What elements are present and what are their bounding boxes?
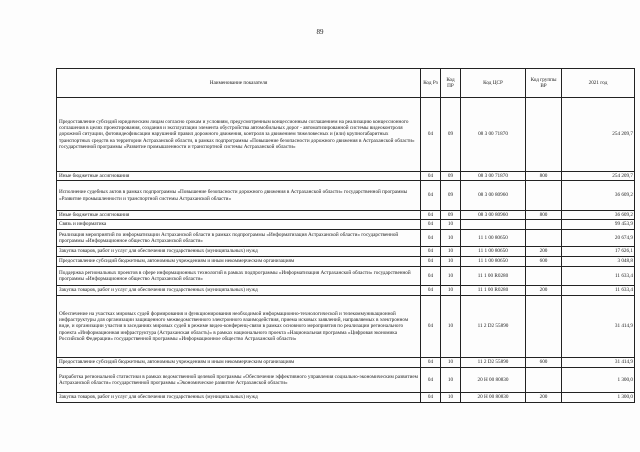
row-csr: 20 Н 00 80830 — [461, 393, 526, 403]
row-name: Закупка товаров, работ и услуг для обеспечения государственных (муниципальных) нужд — [57, 286, 421, 296]
row-vr — [526, 230, 562, 247]
row-sum: 17 626,1 — [562, 247, 635, 257]
row-vr: 200 — [526, 247, 562, 257]
row-name: Иные бюджетные ассигнования — [57, 211, 421, 220]
table-row — [57, 230, 635, 247]
row-name: Закупка товаров, работ и услуг для обеспечения государственных (муниципальных) нужд — [57, 393, 421, 403]
row-sum: 99 453,9 — [562, 220, 635, 230]
row-csr: 08 3 00 71870 — [461, 98, 526, 172]
row-name: Исполнение судебных актов в рамках подпрограммы «Повышение безопасности дорожного движения в Астраханской области» государственной программы «Развитие промышленности и транспортной системы Астраханской области» — [57, 181, 421, 211]
table-row — [57, 257, 635, 267]
table-row — [57, 267, 635, 286]
row-name: Предоставление субсидий бюджетным, автономным учреждениям и иным некоммерческим организациям — [57, 358, 421, 368]
row-rz: 04 — [421, 393, 441, 403]
row-rz: 04 — [421, 257, 441, 267]
row-sum: 254 209,7 — [562, 172, 635, 181]
row-vr — [526, 368, 562, 393]
table-row — [57, 358, 635, 368]
row-rz: 04 — [421, 98, 441, 172]
row-csr: 11 2 D2 55890 — [461, 296, 526, 358]
table-row — [57, 286, 635, 296]
row-rz: 04 — [421, 181, 441, 211]
row-rz: 04 — [421, 211, 441, 220]
header-vr: Код группы ВР — [526, 69, 562, 98]
header-name: Наименование показателя — [57, 69, 421, 98]
row-vr — [526, 267, 562, 286]
row-pr: 10 — [441, 296, 461, 358]
row-sum: 31 414,9 — [562, 296, 635, 358]
row-vr — [526, 220, 562, 230]
row-rz: 04 — [421, 172, 441, 181]
row-pr: 10 — [441, 230, 461, 247]
row-pr: 10 — [441, 247, 461, 257]
row-vr: 800 — [526, 211, 562, 220]
row-rz: 04 — [421, 267, 441, 286]
row-sum: 20 674,9 — [562, 230, 635, 247]
row-name: Предоставление субсидий юридическим лицам согласно срокам и условиям, предусмотренным концессионным соглашением на реализацию концессионного соглашения в целях проектирования, создания и эксплуатации элемента обустройства автомобильных дорог - автоматизированной системы видеоконтроля дорожной ситуации, фотовидеофиксации нарушений правил дорожного движения, контроля за движением тяжеловесных и (или) крупногабаритных транспортных средств на территории Астраханской области, в рамках подпрограммы «Повышение безопасности дорожного движения в Астраханской области» государственной программы «Развитие промышленности и транспортной системы Астраханской области» — [57, 98, 421, 172]
row-csr: 11 1 00 80650 — [461, 257, 526, 267]
row-pr: 10 — [441, 267, 461, 286]
row-name: Реализация мероприятий по информатизации Астраханской области в рамках подпрограммы «Информатизация Астраханской области» государственной программы «Информационное общество Астраханской области» — [57, 230, 421, 247]
table-row — [57, 296, 635, 358]
row-pr: 10 — [441, 286, 461, 296]
table-row — [57, 247, 635, 257]
row-rz: 04 — [421, 358, 441, 368]
row-sum: 1 300,0 — [562, 368, 635, 393]
table-row — [57, 220, 635, 230]
row-pr: 10 — [441, 358, 461, 368]
row-sum: 11 633,4 — [562, 267, 635, 286]
row-pr: 09 — [441, 98, 461, 172]
row-pr: 10 — [441, 257, 461, 267]
row-sum: 1 300,0 — [562, 393, 635, 403]
header-csr: Код ЦСР — [461, 69, 526, 98]
page-number: 89 — [316, 28, 324, 36]
table-row — [57, 393, 635, 403]
row-csr — [461, 220, 526, 230]
row-csr: 11 1 00 R0280 — [461, 267, 526, 286]
row-vr: 800 — [526, 172, 562, 181]
row-csr: 11 1 00 R0280 — [461, 286, 526, 296]
row-sum: 254 209,7 — [562, 98, 635, 172]
row-rz: 04 — [421, 247, 441, 257]
row-name: Разработка региональной статистики в рамках ведомственной целевой программы «Обеспечение эффективного управления социально-экономическим развитием Астраханской области» государственной программы «Экономическое развитие Астраханской области» — [57, 368, 421, 393]
row-csr: 20 Н 00 80830 — [461, 368, 526, 393]
budget-table — [56, 68, 635, 403]
row-rz: 04 — [421, 220, 441, 230]
row-csr: 11 1 00 80650 — [461, 247, 526, 257]
row-csr: 11 2 D2 55890 — [461, 358, 526, 368]
row-csr: 08 3 00 71870 — [461, 172, 526, 181]
row-pr: 10 — [441, 393, 461, 403]
row-name: Закупка товаров, работ и услуг для обеспечения государственных (муниципальных) нужд — [57, 247, 421, 257]
row-pr: 09 — [441, 172, 461, 181]
row-vr: 200 — [526, 286, 562, 296]
row-name: Связь и информатика — [57, 220, 421, 230]
table-row — [57, 211, 635, 220]
row-csr: 08 3 00 80960 — [461, 181, 526, 211]
row-vr: 200 — [526, 393, 562, 403]
row-rz: 04 — [421, 230, 441, 247]
row-csr: 08 3 00 80960 — [461, 211, 526, 220]
row-rz: 04 — [421, 368, 441, 393]
row-name: Обеспечение на участках мировых судей формирования и функционирования необходимой информационно-технологической и телекоммуникационной инфраструктуры для организации защищенного межведомственного электронного взаимодействия, приема исковых заявлений, направляемых в электронном виде, и организации участия в заседаниях мировых судей в режиме видео-конференц-связи в рамках основного мероприятия по реализации регионального проекта «Информационная инфраструктура (Астраханская область)» в рамках национального проекта «Национальная программа «Цифровая экономика Российской Федерации» государственной программы «Информационное общество Астраханской области» — [57, 296, 421, 358]
row-vr — [526, 98, 562, 172]
row-pr: 10 — [441, 220, 461, 230]
table-row — [57, 368, 635, 393]
row-sum: 36 609,2 — [562, 211, 635, 220]
row-vr — [526, 296, 562, 358]
row-name: Поддержка региональных проектов в сфере информационных технологий в рамках подпрограммы «Информатизация Астраханской области» государственной программы «Информационное общество Астраханской области» — [57, 267, 421, 286]
row-sum: 31 414,9 — [562, 358, 635, 368]
row-sum: 36 609,2 — [562, 181, 635, 211]
row-pr: 09 — [441, 211, 461, 220]
table-row — [57, 181, 635, 211]
row-csr: 11 1 00 80650 — [461, 230, 526, 247]
table-row — [57, 98, 635, 172]
row-vr: 600 — [526, 257, 562, 267]
row-rz: 04 — [421, 296, 441, 358]
row-vr — [526, 181, 562, 211]
row-sum: 11 633,4 — [562, 286, 635, 296]
table-row — [57, 172, 635, 181]
row-vr: 600 — [526, 358, 562, 368]
row-rz: 04 — [421, 286, 441, 296]
row-name: Иные бюджетные ассигнования — [57, 172, 421, 181]
table-header-row — [57, 69, 635, 98]
row-pr: 10 — [441, 368, 461, 393]
row-name: Предоставление субсидий бюджетным, автономным учреждениям и иным некоммерческим организациям — [57, 257, 421, 267]
header-rz: Код Рз — [421, 69, 441, 98]
row-sum: 3 048,8 — [562, 257, 635, 267]
header-year: 2021 год — [562, 69, 635, 98]
row-pr: 09 — [441, 181, 461, 211]
header-pr: Код ПР — [441, 69, 461, 98]
